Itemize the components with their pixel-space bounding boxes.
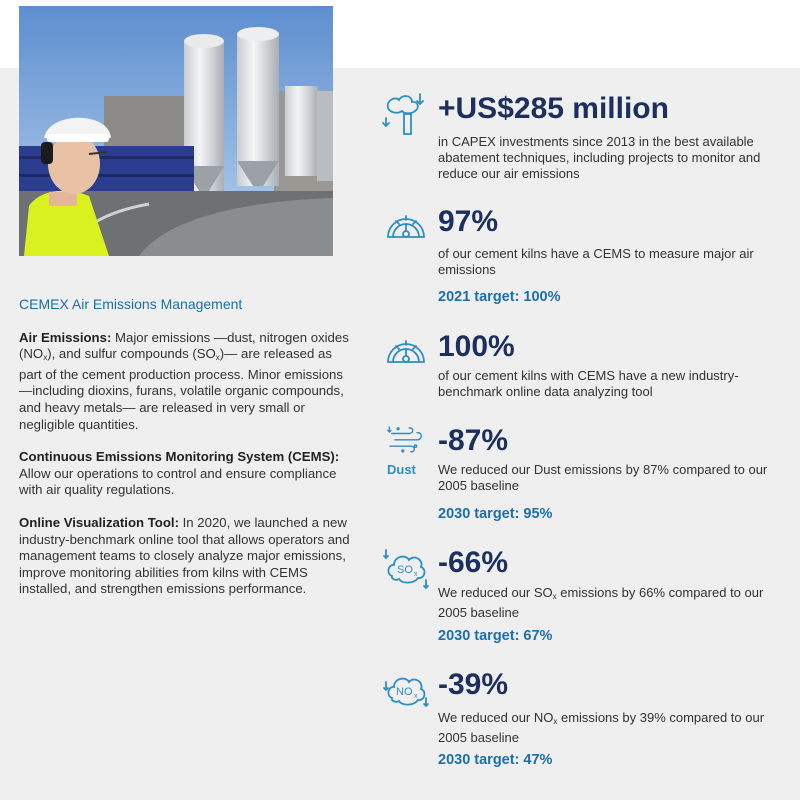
metric-capex — [382, 88, 792, 188]
metric-description — [438, 585, 788, 621]
cems-text: Allow our operations to control and ensure compliance with air quality regulations. — [19, 465, 337, 498]
nox-icon-text: NO — [396, 686, 413, 698]
metric-online-tool — [382, 330, 792, 410]
sox-icon-sub: x — [414, 571, 418, 578]
metric-target: 2021 target: 100% — [438, 289, 561, 305]
dust-icon-label: Dust — [387, 462, 416, 477]
nox-cloud-icon — [382, 668, 430, 716]
metric-value: -66% — [438, 546, 509, 579]
air-text-3: )— are released as part of the cement production process. Minor emissions —including dioxins, furans, volatile organic compounds, and heavy metals— are released in very small or negligible quantities. — [19, 346, 344, 432]
plant-photo — [19, 6, 333, 256]
subscript: x — [552, 592, 557, 601]
dust-icon — [382, 424, 430, 462]
desc-text-2: emissions by 66% compared to our 2005 baseline — [438, 585, 764, 620]
metric-description — [438, 710, 788, 746]
metric-value: -39% — [438, 668, 509, 701]
tool-text: In 2020, we launched a new industry-benchmark online tool that allows operators and management teams to closely analyze major emissions, improve monitoring abilities from kilns with CEMS installed, and strengthen emissions performance. — [19, 514, 350, 597]
cems-paragraph — [19, 449, 354, 499]
metric-description: of our cement kilns have a CEMS to measure major air emissions — [438, 246, 754, 277]
tool-paragraph — [19, 515, 354, 598]
air-emissions-title: Air Emissions: — [19, 329, 112, 345]
metric-description: of our cement kilns with CEMS have a new industry-benchmark online data analyzing tool — [438, 368, 739, 399]
metric-target: 2030 target: 95% — [438, 506, 553, 522]
sox-icon-text: SO — [397, 564, 413, 576]
air-text-2: ), and sulfur compounds (SO — [47, 346, 216, 362]
air-emissions-paragraph — [19, 330, 354, 434]
metric-value: 100% — [438, 330, 515, 363]
gauge-icon — [382, 330, 430, 378]
cems-title: Continuous Emissions Monitoring System (CEMS): — [19, 449, 340, 465]
metric-description: in CAPEX investments since 2013 in the best available abatement techniques, including projects to monitor and reduce our air emissions — [438, 134, 761, 181]
desc-text-1: We reduced our NO — [438, 710, 554, 725]
metric-nox — [382, 668, 792, 768]
nox-icon-sub: x — [414, 693, 418, 700]
subscript: x — [215, 353, 220, 363]
tool-title: Online Visualization Tool: — [19, 514, 179, 530]
cement-plant-image — [19, 6, 333, 256]
metric-dust — [382, 424, 792, 524]
desc-text-1: We reduced our SO — [438, 585, 553, 600]
smokestack-icon — [382, 88, 430, 136]
air-text-1: Major emissions —dust, nitrogen oxides (NO — [19, 329, 349, 362]
metric-target: 2030 target: 47% — [438, 752, 553, 768]
sox-cloud-icon — [382, 546, 430, 594]
metric-description: We reduced our Dust emissions by 87% compared to our 2005 baseline — [438, 462, 768, 493]
left-column — [19, 296, 354, 614]
subscript: x — [43, 353, 48, 363]
section-heading: CEMEX Air Emissions Management — [19, 296, 243, 312]
metric-sox — [382, 546, 792, 646]
desc-text-2: emissions by 39% compared to our 2005 baseline — [438, 710, 765, 745]
metric-value: +US$285 million — [438, 92, 669, 125]
metric-value: -87% — [438, 424, 509, 457]
subscript: x — [553, 717, 558, 726]
metric-value: 97% — [438, 205, 499, 238]
metric-cems — [382, 205, 792, 305]
gauge-icon — [382, 205, 430, 253]
metric-target: 2030 target: 67% — [438, 628, 553, 644]
